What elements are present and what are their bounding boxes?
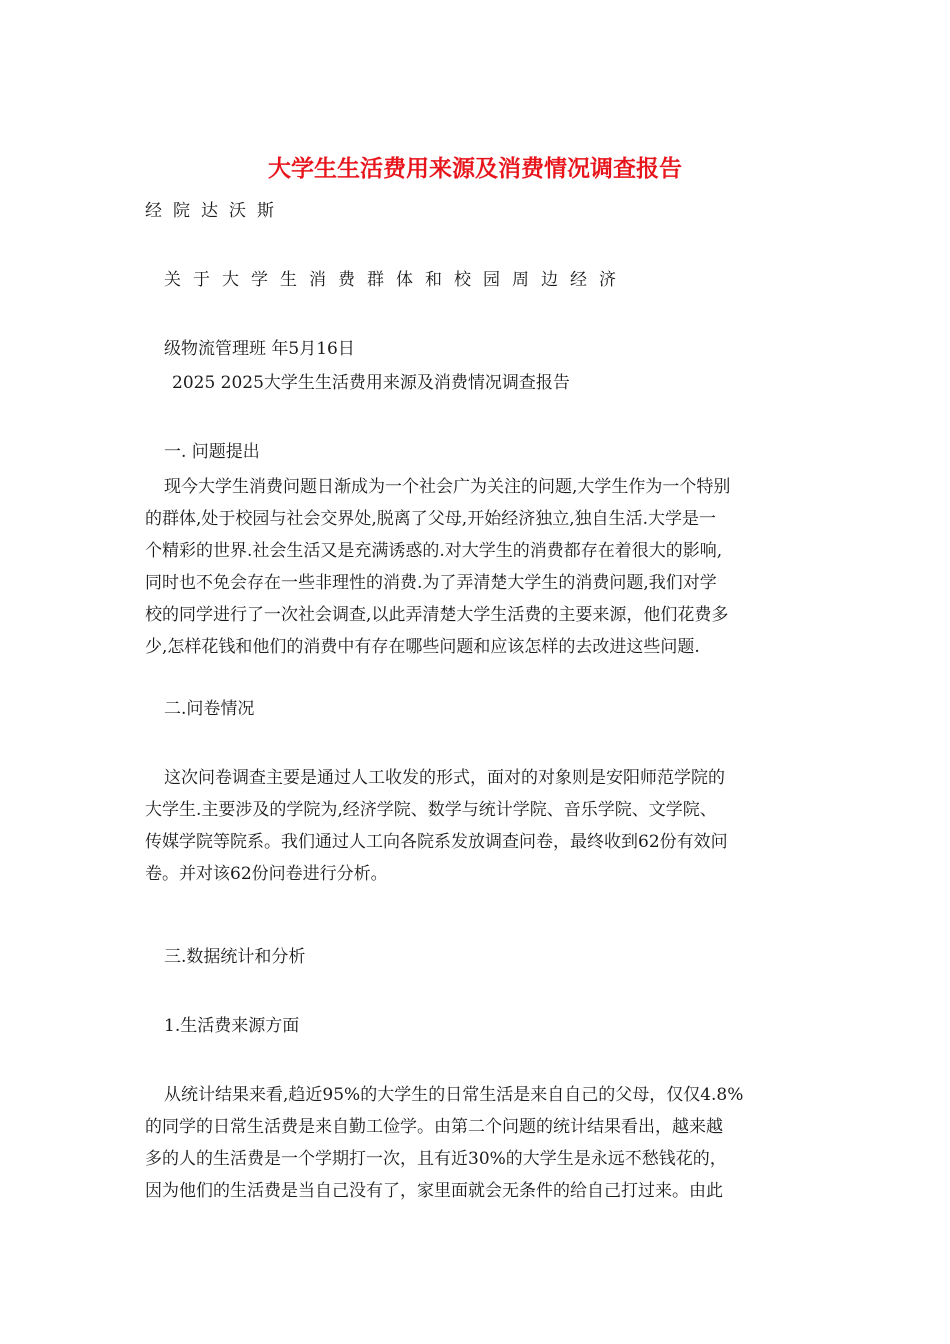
paragraph-line: 因为他们的生活费是当自己没有了，家里面就会无条件的给自己打过来。由此 xyxy=(145,1181,723,1201)
section2-paragraph xyxy=(145,762,805,890)
subtitle-line: 关于大学生消费群体和校园周边经济 xyxy=(164,270,628,290)
paragraph-line: 从统计结果来看,趋近95%的大学生的日常生活是来自自己的父母，仅仅4.8% xyxy=(164,1085,744,1105)
section3-heading: 三.数据统计和分析 xyxy=(164,947,306,967)
subsection1-heading: 1.生活费来源方面 xyxy=(164,1016,300,1036)
subsection1-paragraph xyxy=(145,1079,805,1207)
author-line: 经院达沃斯 xyxy=(145,201,285,221)
paragraph-line: 现今大学生消费问题日渐成为一个社会广为关注的问题,大学生作为一个特别 xyxy=(164,477,731,497)
paragraph-line: 少,怎样花钱和他们的消费中有存在哪些问题和应该怎样的去改进这些问题. xyxy=(145,637,700,657)
paragraph-line: 大学生.主要涉及的学院为,经济学院、数学与统计学院、音乐学院、文学院、 xyxy=(145,800,717,820)
paragraph-line: 同时也不免会存在一些非理性的消费.为了弄清楚大学生的消费问题,我们对学 xyxy=(145,573,717,593)
paragraph-line: 的同学的日常生活费是来自勤工俭学。由第二个问题的统计结果看出，越来越 xyxy=(145,1117,723,1137)
paragraph-line: 的群体,处于校园与社会交界处,脱离了父母,开始经济独立,独自生活.大学是一 xyxy=(145,509,717,529)
paragraph-line: 多的人的生活费是一个学期打一次，且有近30%的大学生是永远不愁钱花的， xyxy=(145,1149,727,1169)
report-name-line: 2025 2025大学生生活费用来源及消费情况调查报告 xyxy=(172,373,570,393)
paragraph-line: 卷。并对该62份问卷进行分析。 xyxy=(145,864,388,884)
document-title: 大学生生活费用来源及消费情况调查报告 xyxy=(268,155,682,182)
paragraph-line: 传媒学院等院系。我们通过人工向各院系发放调查问卷，最终收到62份有效问 xyxy=(145,832,728,852)
section2-heading: 二.问卷情况 xyxy=(164,699,255,719)
section1-heading: 一. 问题提出 xyxy=(164,442,260,462)
section1-paragraph xyxy=(145,471,805,663)
class-date-line: 级物流管理班 年5月16日 xyxy=(164,339,355,359)
paragraph-line: 个精彩的世界.社会生活又是充满诱惑的.对大学生的消费都存在着很大的影响, xyxy=(145,541,723,561)
paragraph-line: 这次问卷调查主要是通过人工收发的形式，面对的对象则是安阳师范学院的 xyxy=(164,768,725,788)
paragraph-line: 校的同学进行了一次社会调查,以此弄清楚大学生活费的主要来源，他们花费多 xyxy=(145,605,729,625)
